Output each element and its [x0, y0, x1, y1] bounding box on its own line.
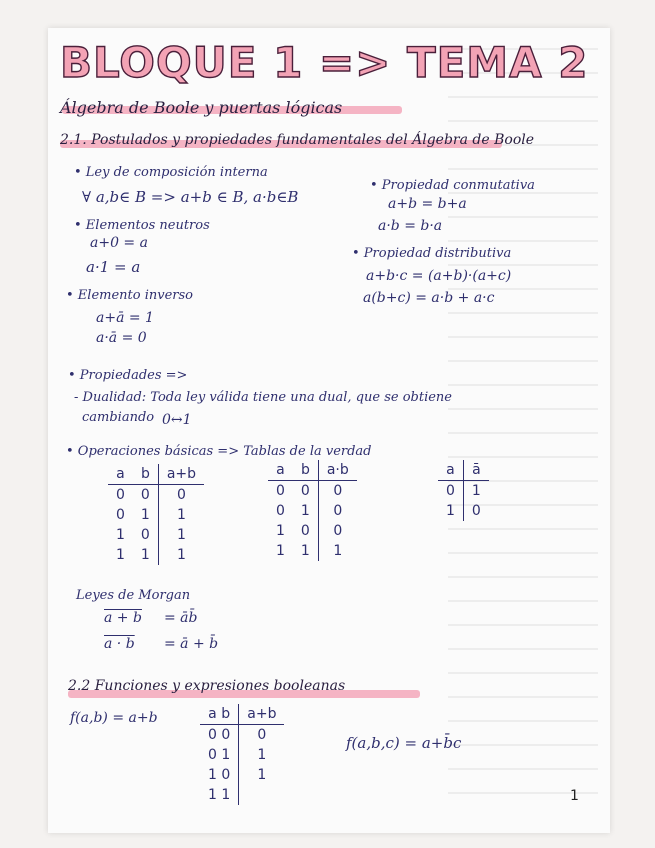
table-cell: 1	[158, 505, 204, 525]
table-cell: 1 0	[208, 767, 231, 783]
table-header: a+b	[158, 464, 204, 485]
page-number: 1	[570, 788, 579, 804]
table-cell: 1	[158, 525, 204, 545]
table-cell: 1	[116, 547, 125, 563]
inverso-formula-1: a+ā = 1	[96, 310, 154, 326]
propiedades-label: • Propiedades =>	[68, 368, 188, 383]
distributiva-formula-1: a+b·c = (a+b)·(a+c)	[366, 268, 512, 284]
table-row	[108, 505, 204, 525]
table-cell: 1	[300, 543, 310, 559]
table-cell: 1	[116, 527, 125, 543]
table-cell: 0	[158, 485, 204, 506]
function-truth-table	[200, 704, 284, 805]
operaciones-label: • Operaciones básicas => Tablas de la verdad	[66, 444, 372, 459]
table-cell: 0	[276, 483, 285, 499]
table-cell: 1	[276, 523, 285, 539]
table-cell: 1	[446, 503, 455, 519]
distributiva-label: • Propiedad distributiva	[352, 246, 512, 261]
table-cell: 0	[300, 523, 310, 539]
notebook-page	[48, 28, 610, 833]
table-cell: 1	[158, 545, 204, 565]
table-header: a+b	[239, 704, 285, 725]
ley-composicion-label: • Ley de composición interna	[74, 165, 268, 180]
table-cell: 1	[318, 541, 356, 561]
table-cell: 0	[446, 483, 455, 499]
table-cell: 0	[276, 503, 285, 519]
conmutativa-formula-2: a·b = b·a	[378, 218, 443, 234]
table-cell: 1	[276, 543, 285, 559]
dualidad-text: - Dualidad: Toda ley válida tiene una dual, que se obtiene	[74, 390, 453, 405]
table-row	[200, 765, 284, 785]
neutro-formula-1: a+0 = a	[90, 235, 148, 251]
table-row	[438, 501, 489, 521]
table-cell: 0	[318, 501, 356, 521]
table-row	[200, 725, 284, 746]
table-row	[268, 501, 357, 521]
table-cell: 1 1	[208, 787, 231, 803]
table-cell: 0 1	[208, 747, 231, 763]
table-row	[108, 485, 204, 506]
table-header: a	[438, 460, 463, 481]
table-cell: 0	[300, 483, 310, 499]
table-cell: 0	[116, 507, 125, 523]
table-row	[200, 785, 284, 805]
neutro-formula-2: a·1 = a	[86, 258, 141, 276]
table-cell: 1	[140, 547, 150, 563]
not-truth-table	[438, 460, 489, 521]
morgan-law-1-rhs: = āb̄	[164, 610, 198, 626]
morgan-law-2-lhs: a · b	[104, 636, 135, 652]
morgan-label: Leyes de Morgan	[76, 588, 191, 603]
table-cell: 1	[140, 507, 150, 523]
table-cell: 0 0	[208, 727, 231, 743]
section-2-heading: 2.2 Funciones y expresiones booleanas	[68, 678, 346, 694]
neutros-label: • Elementos neutros	[74, 218, 210, 233]
inverso-formula-2: a·ā = 0	[96, 330, 147, 346]
table-cell: 0	[318, 521, 356, 541]
table-row	[268, 541, 357, 561]
table-row	[108, 525, 204, 545]
distributiva-formula-2: a(b+c) = a·b + a·c	[363, 290, 495, 306]
table-cell	[239, 785, 285, 805]
table-header: a	[268, 460, 293, 481]
table-header: a	[108, 464, 133, 485]
bleed-through-texture	[448, 48, 598, 808]
table-cell: 1	[239, 745, 285, 765]
table-cell: 1	[463, 481, 488, 502]
table-cell: 1	[300, 503, 310, 519]
page-subtitle: Álgebra de Boole y puertas lógicas	[60, 98, 343, 117]
function-2: f(a,b,c) = a+b̄c	[346, 734, 462, 752]
table-row	[200, 745, 284, 765]
table-header: b	[293, 460, 318, 481]
morgan-law-1-lhs: a + b	[104, 610, 142, 626]
table-header: a·b	[318, 460, 356, 481]
table-header: b	[133, 464, 158, 485]
conmutativa-formula-1: a+b = b+a	[388, 196, 467, 212]
table-row	[268, 481, 357, 502]
inverso-label: • Elemento inverso	[66, 288, 193, 303]
table-header: a b	[200, 704, 239, 725]
dualidad-text-2: cambiando	[82, 410, 155, 425]
table-cell: 0	[116, 487, 125, 503]
table-cell: 0	[140, 487, 150, 503]
function-1: f(a,b) = a+b	[70, 710, 158, 726]
table-cell: 1	[239, 765, 285, 785]
table-row	[268, 521, 357, 541]
ley-composicion-formula: ∀ a,b∈ B => a+b ∈ B, a·b∈B	[82, 188, 299, 206]
table-cell: 0	[463, 501, 488, 521]
section-1-heading: 2.1. Postulados y propiedades fundamentales del Álgebra de Boole	[60, 132, 535, 148]
morgan-law-2-rhs: = ā + b̄	[164, 636, 219, 652]
conmutativa-label: • Propiedad conmutativa	[370, 178, 535, 193]
and-truth-table	[268, 460, 357, 561]
table-row	[108, 545, 204, 565]
or-truth-table	[108, 464, 204, 565]
table-cell: 0	[140, 527, 150, 543]
table-cell: 0	[239, 725, 285, 746]
table-header: ā	[463, 460, 488, 481]
dualidad-swap: 0↔1	[162, 412, 192, 428]
table-row	[438, 481, 489, 502]
page-title: BLOQUE 1 => TEMA 2	[60, 38, 589, 87]
table-cell: 0	[318, 481, 356, 502]
